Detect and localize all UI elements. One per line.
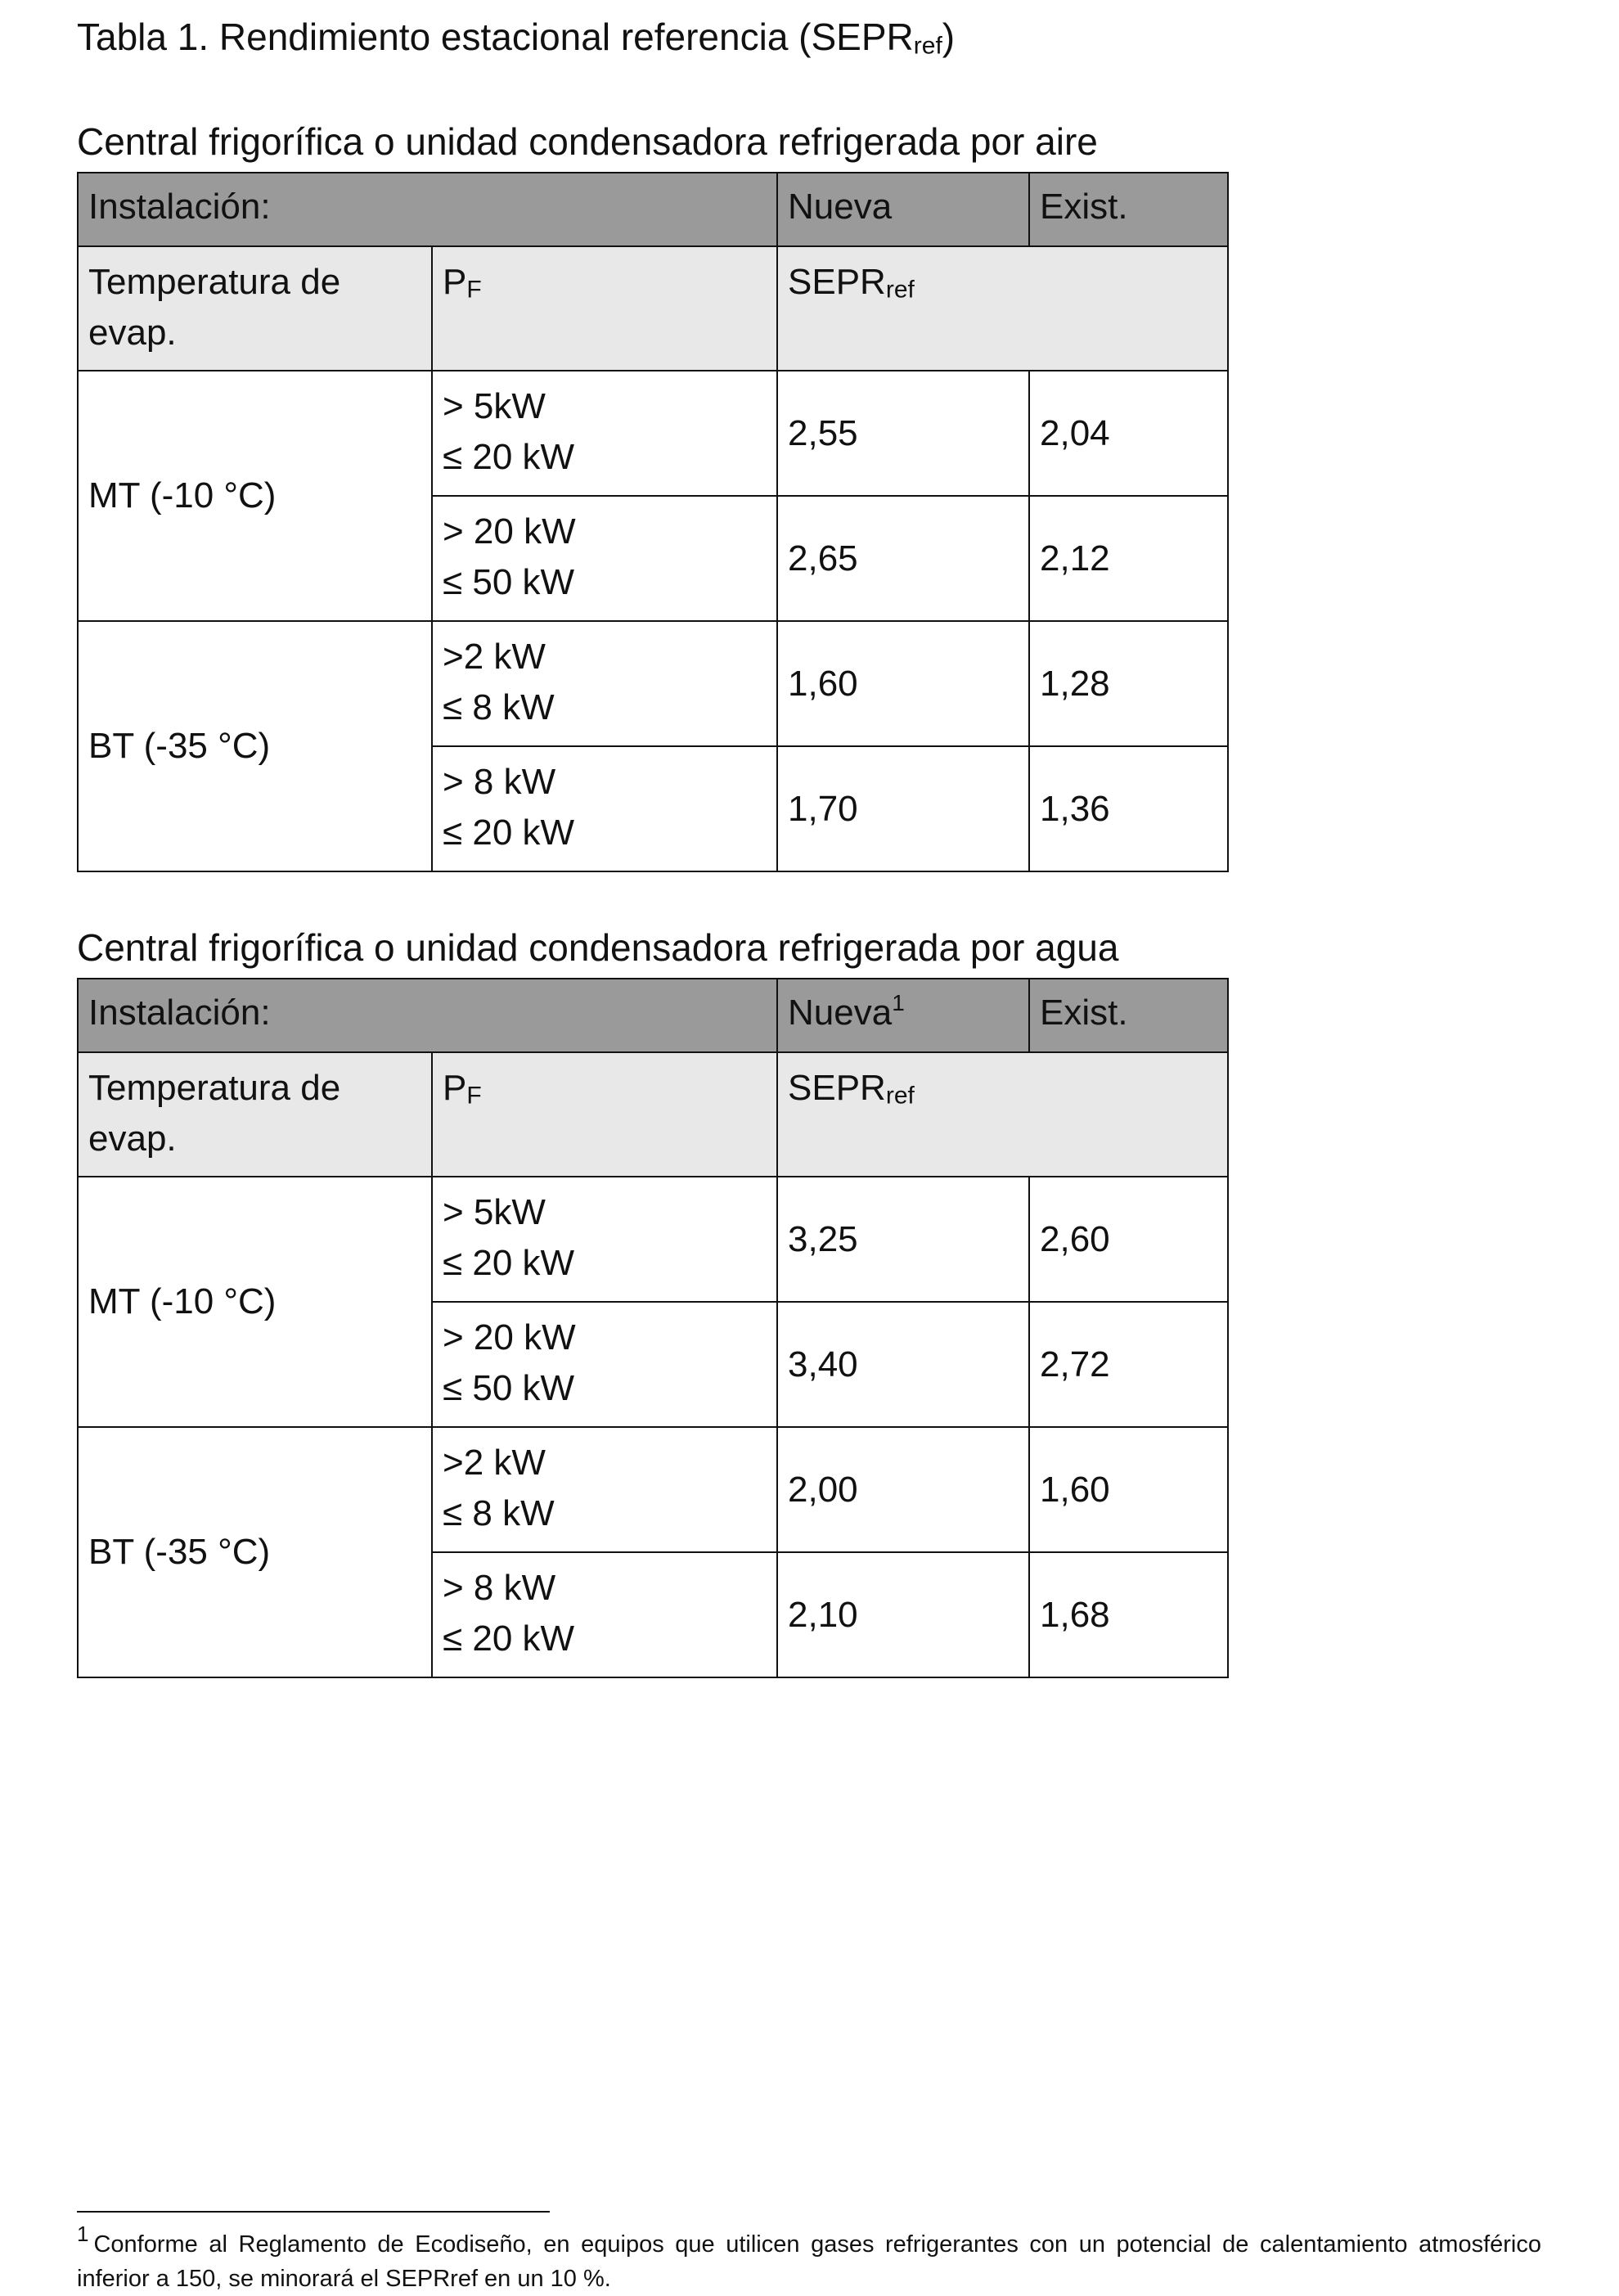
group-label-bt: BT (-35 °C): [78, 1427, 432, 1677]
footnote-text: Conforme al Reglamento de Ecodiseño, en equipos que utilicen gases refrigerantes con un potencial de calentamiento atmosférico inferior a 150, se minorará el SEPRref en un 10 %.: [77, 2231, 1541, 2292]
subheader-pf-sub: F: [466, 1082, 482, 1110]
group-label-mt: MT (-10 °C): [78, 371, 432, 621]
nueva-value: 2,10: [777, 1552, 1029, 1677]
exist-value: 1,60: [1029, 1427, 1228, 1552]
subheader-sepr: [777, 1052, 1228, 1177]
pf-upper: ≤ 8 kW: [443, 687, 555, 727]
pf-cell: [432, 621, 777, 746]
exist-value: 2,04: [1029, 371, 1228, 496]
subheader-pf: [432, 1052, 777, 1177]
header-nueva-label: Nueva: [788, 187, 893, 227]
pf-cell: [432, 1302, 777, 1427]
exist-value: 1,28: [1029, 621, 1228, 746]
table-row: [78, 621, 1228, 746]
nueva-value: 1,60: [777, 621, 1029, 746]
subheader-temp: Temperatura de evap.: [78, 246, 432, 371]
pf-lower: > 20 kW: [443, 1317, 576, 1357]
sepr-table-air: [77, 172, 1229, 872]
subheader-temp: Temperatura de evap.: [78, 1052, 432, 1177]
title-main: Tabla 1. Rendimiento estacional referencia (SEPR: [77, 16, 914, 58]
exist-value: 2,12: [1029, 496, 1228, 621]
subheader-pf-sub: F: [466, 276, 482, 304]
pf-upper: ≤ 20 kW: [443, 1243, 575, 1283]
pf-upper: ≤ 20 kW: [443, 813, 575, 853]
subheader-pf-main: P: [443, 1068, 467, 1108]
nueva-value: 1,70: [777, 746, 1029, 871]
header-instalacion: Instalación:: [78, 979, 777, 1052]
nueva-value: 3,25: [777, 1177, 1029, 1302]
subheader-sepr-sub: ref: [885, 1082, 915, 1110]
pf-cell: [432, 1552, 777, 1677]
footnote: [77, 2222, 1541, 2296]
pf-lower: > 5kW: [443, 386, 546, 426]
header-nueva: [777, 979, 1029, 1052]
pf-lower: >2 kW: [443, 1443, 546, 1483]
exist-value: 2,60: [1029, 1177, 1228, 1302]
pf-upper: ≤ 50 kW: [443, 1368, 575, 1408]
pf-lower: >2 kW: [443, 637, 546, 677]
table-row: [78, 1427, 1228, 1552]
pf-lower: > 8 kW: [443, 1568, 556, 1608]
pf-lower: > 8 kW: [443, 762, 556, 802]
footnote-divider: [77, 2211, 550, 2213]
pf-upper: ≤ 8 kW: [443, 1493, 555, 1533]
footnote-mark: 1: [77, 2222, 89, 2246]
exist-value: 1,36: [1029, 746, 1228, 871]
table-row: [78, 1177, 1228, 1302]
pf-upper: ≤ 50 kW: [443, 562, 575, 602]
table-row: [78, 371, 1228, 496]
page-title: [77, 10, 955, 64]
pf-upper: ≤ 20 kW: [443, 437, 575, 477]
pf-upper: ≤ 20 kW: [443, 1618, 575, 1659]
exist-value: 1,68: [1029, 1552, 1228, 1677]
subheader-sepr: [777, 246, 1228, 371]
subheader-pf: [432, 246, 777, 371]
sepr-table-water: [77, 978, 1229, 1678]
subheader-sepr-sub: ref: [885, 276, 915, 304]
header-nueva: [777, 173, 1029, 246]
section-title-air: Central frigorífica o unidad condensadora refrigerada por aire: [77, 120, 1098, 163]
table-header-row: [78, 979, 1228, 1052]
pf-cell: [432, 746, 777, 871]
group-label-bt: BT (-35 °C): [78, 621, 432, 871]
group-label-mt: MT (-10 °C): [78, 1177, 432, 1427]
table-subheader-row: [78, 246, 1228, 371]
pf-cell: [432, 1177, 777, 1302]
title-subscript: ref: [913, 32, 942, 60]
nueva-value: 3,40: [777, 1302, 1029, 1427]
table-header-row: [78, 173, 1228, 246]
subheader-sepr-main: SEPR: [788, 1068, 886, 1108]
nueva-value: 2,65: [777, 496, 1029, 621]
header-instalacion: Instalación:: [78, 173, 777, 246]
header-exist: Exist.: [1029, 979, 1228, 1052]
pf-cell: [432, 371, 777, 496]
pf-lower: > 20 kW: [443, 511, 576, 551]
nueva-value: 2,55: [777, 371, 1029, 496]
section-title-water: Central frigorífica o unidad condensadora refrigerada por agua: [77, 926, 1119, 969]
header-exist: Exist.: [1029, 173, 1228, 246]
subheader-sepr-main: SEPR: [788, 262, 886, 302]
pf-lower: > 5kW: [443, 1192, 546, 1232]
subheader-pf-main: P: [443, 262, 467, 302]
exist-value: 2,72: [1029, 1302, 1228, 1427]
pf-cell: [432, 1427, 777, 1552]
header-nueva-label: Nueva: [788, 993, 893, 1033]
title-close: ): [942, 16, 956, 58]
header-nueva-mark: 1: [892, 990, 905, 1016]
table-subheader-row: [78, 1052, 1228, 1177]
pf-cell: [432, 496, 777, 621]
nueva-value: 2,00: [777, 1427, 1029, 1552]
